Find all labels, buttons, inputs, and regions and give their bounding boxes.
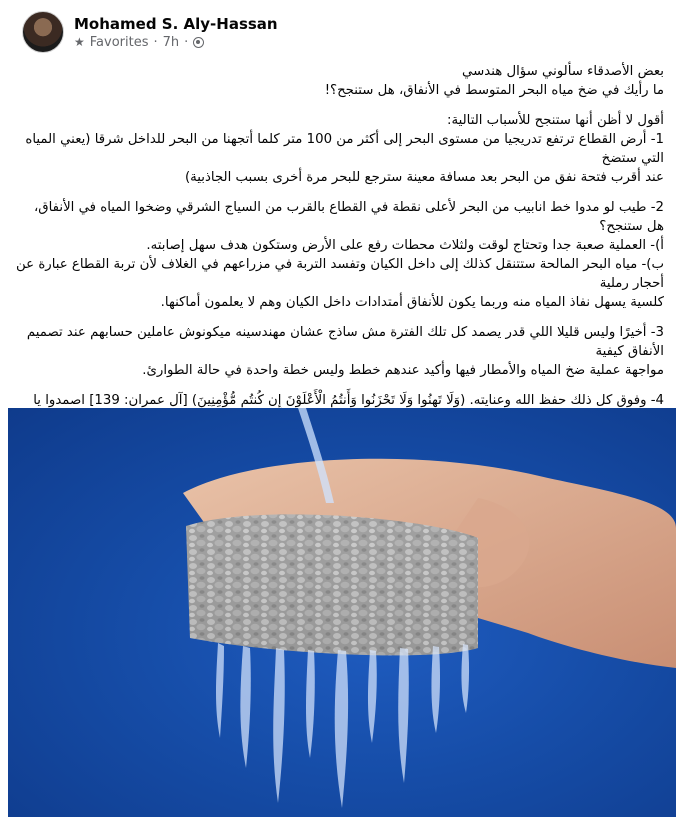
point-1-line: عند أقرب فتحة نفق من البحر بعد مسافة معينة سترجع للبحر مرة أخرى بسبب الجاذبية) (184, 170, 664, 185)
point-2-line: كلسية يسهل نفاذ المياه منه وربما يكون للأنفاق أمتدادات داخل الكيان وهم لا يعلمون أماكنها. (160, 295, 664, 310)
globe-icon[interactable] (193, 37, 204, 48)
post-point-2 (14, 198, 664, 312)
point-3-line: 3- أخيرًا وليس قليلا اللي قدر يصمد كل تلك الفترة مش ساذج عشان مهندسينه ميكونوش عاملين حسابهم عند تصميم الأنفاق كيفية (26, 325, 664, 359)
post-time[interactable]: 7h (162, 34, 180, 50)
point-1-lead: أقول لا أظن أنها ستنجح للأسباب التالية: (446, 113, 664, 128)
post-intro (14, 62, 664, 100)
intro-line: ما رأيك في ضخ مياه البحر المتوسط في الأنفاق، هل ستنجح؟! (324, 83, 664, 98)
post-point-3 (14, 323, 664, 380)
point-1-line: 1- أرض القطاع ترتفع تدريجيا من مستوى البحر إلى أكثر من 100 متر كلما أتجهنا من البحر للداخل شرقا (يعني المياه التي ستضخ (25, 132, 664, 166)
post-point-1 (14, 111, 664, 187)
separator-dot: · (153, 34, 158, 50)
intro-line: بعض الأصدقاء سألوني سؤال هندسي (461, 64, 664, 79)
audience-label[interactable]: Favorites (89, 34, 149, 50)
post-subline (74, 35, 278, 50)
post-meta (74, 15, 278, 50)
author-name[interactable]: Mohamed S. Aly-Hassan (74, 14, 278, 33)
permeable-concrete-illustration (8, 408, 676, 817)
point-2-line: 2- طيب لو مدوا خط انابيب من البحر لأعلى نقطة في القطاع بالقرب من السياج الشرقي وضخوا المياه في الأنفاق، هل ستنجح؟ (33, 200, 664, 234)
point-4-line: 4- وفوق كل ذلك حفظ الله وعنايته. (وَلَا تَهِنُوا وَلَا تَحْزَنُوا وَأَنتُمُ الْأَعْلَوْنَ إِن كُنتُم مُّؤْمِنِينَ) [آل عمران: 139] اصمدوا يا (33, 393, 664, 408)
point-2-line: أ)- العملية صعبة جدا وتحتاج لوقت ولثلاث محطات رفع على الأرض وستكون هدف سهل إصابته. (146, 238, 664, 253)
avatar[interactable] (22, 11, 64, 53)
post-header (22, 10, 278, 54)
post-photo[interactable] (8, 408, 676, 817)
point-2-line: ب)- مياه البحر المالحة ستتنقل كذلك إلى داخل الكيان وتفسد التربة في مزراعهم في الغلاف لأن تربة القطاع عبارة عن أحجار رملية (16, 257, 664, 291)
star-icon: ★ (74, 35, 85, 49)
separator-dot: · (184, 34, 189, 50)
point-3-line: مواجهة عملية ضخ المياه والأمطار فيها وأكيد عندهم خطط وليس خطة واحدة في حالة الطوارئ. (142, 363, 664, 378)
